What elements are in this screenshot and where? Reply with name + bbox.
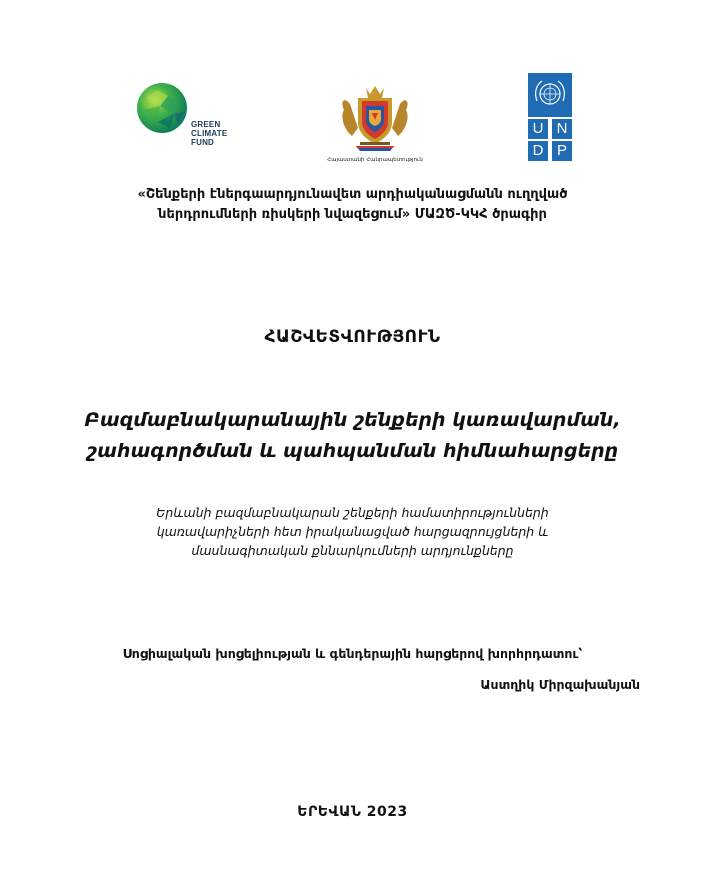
title-line-2: շահագործման և պահպանման հիմնահարցերը (86, 440, 619, 462)
document-subtitle (0, 503, 705, 560)
un-emblem-icon (528, 73, 572, 117)
subtitle-line-3: մասնագիտական քննարկումների արդյունքները (191, 543, 514, 558)
report-label: ՀԱՇՎԵՏՎՈՒԹՅՈՒՆ (264, 327, 441, 347)
coat-of-arms-caption: Հայաստանի Հանրապետություն (327, 157, 423, 163)
author-name: Աստղիկ Միրզախանյան (480, 677, 640, 692)
undp-letter-u: U (528, 119, 548, 139)
subtitle-line-1: Երևանի բազմաբնակարան շենքերի համատիրությունների (156, 505, 549, 520)
program-line-2: ներդրումների ռիսկերի նվազեցում» ՄԱԶԾ-ԿԿՀ ծրագիր (158, 207, 547, 222)
undp-logo (528, 73, 572, 161)
subtitle-line-2: կառավարիչների հետ իրականացված հարցազրույցների և (156, 524, 549, 539)
document-title (0, 405, 705, 467)
green-climate-fund-logo (136, 82, 246, 152)
gcf-wordmark: GREEN CLIMATE FUND (191, 120, 228, 147)
coat-of-arms-icon (300, 82, 450, 156)
armenia-coat-of-arms (300, 82, 450, 166)
title-line-1: Բազմաբնակարանային շենքերի կառավարման, (84, 409, 621, 431)
undp-letter-d: D (528, 141, 548, 161)
gcf-globe-icon (136, 82, 188, 134)
program-name (0, 185, 705, 225)
consultant-role: Սոցիալական խոցելիության և գենդերային հարցերով խորհրդատու՝ (122, 646, 583, 661)
place-and-year: ԵՐԵՎԱՆ 2023 (297, 804, 408, 820)
undp-letter-p: P (552, 141, 572, 161)
undp-letter-n: N (552, 119, 572, 139)
program-line-1: «Շենքերի էներգաարդյունավետ արդիականացմանն ուղղված (137, 187, 568, 202)
